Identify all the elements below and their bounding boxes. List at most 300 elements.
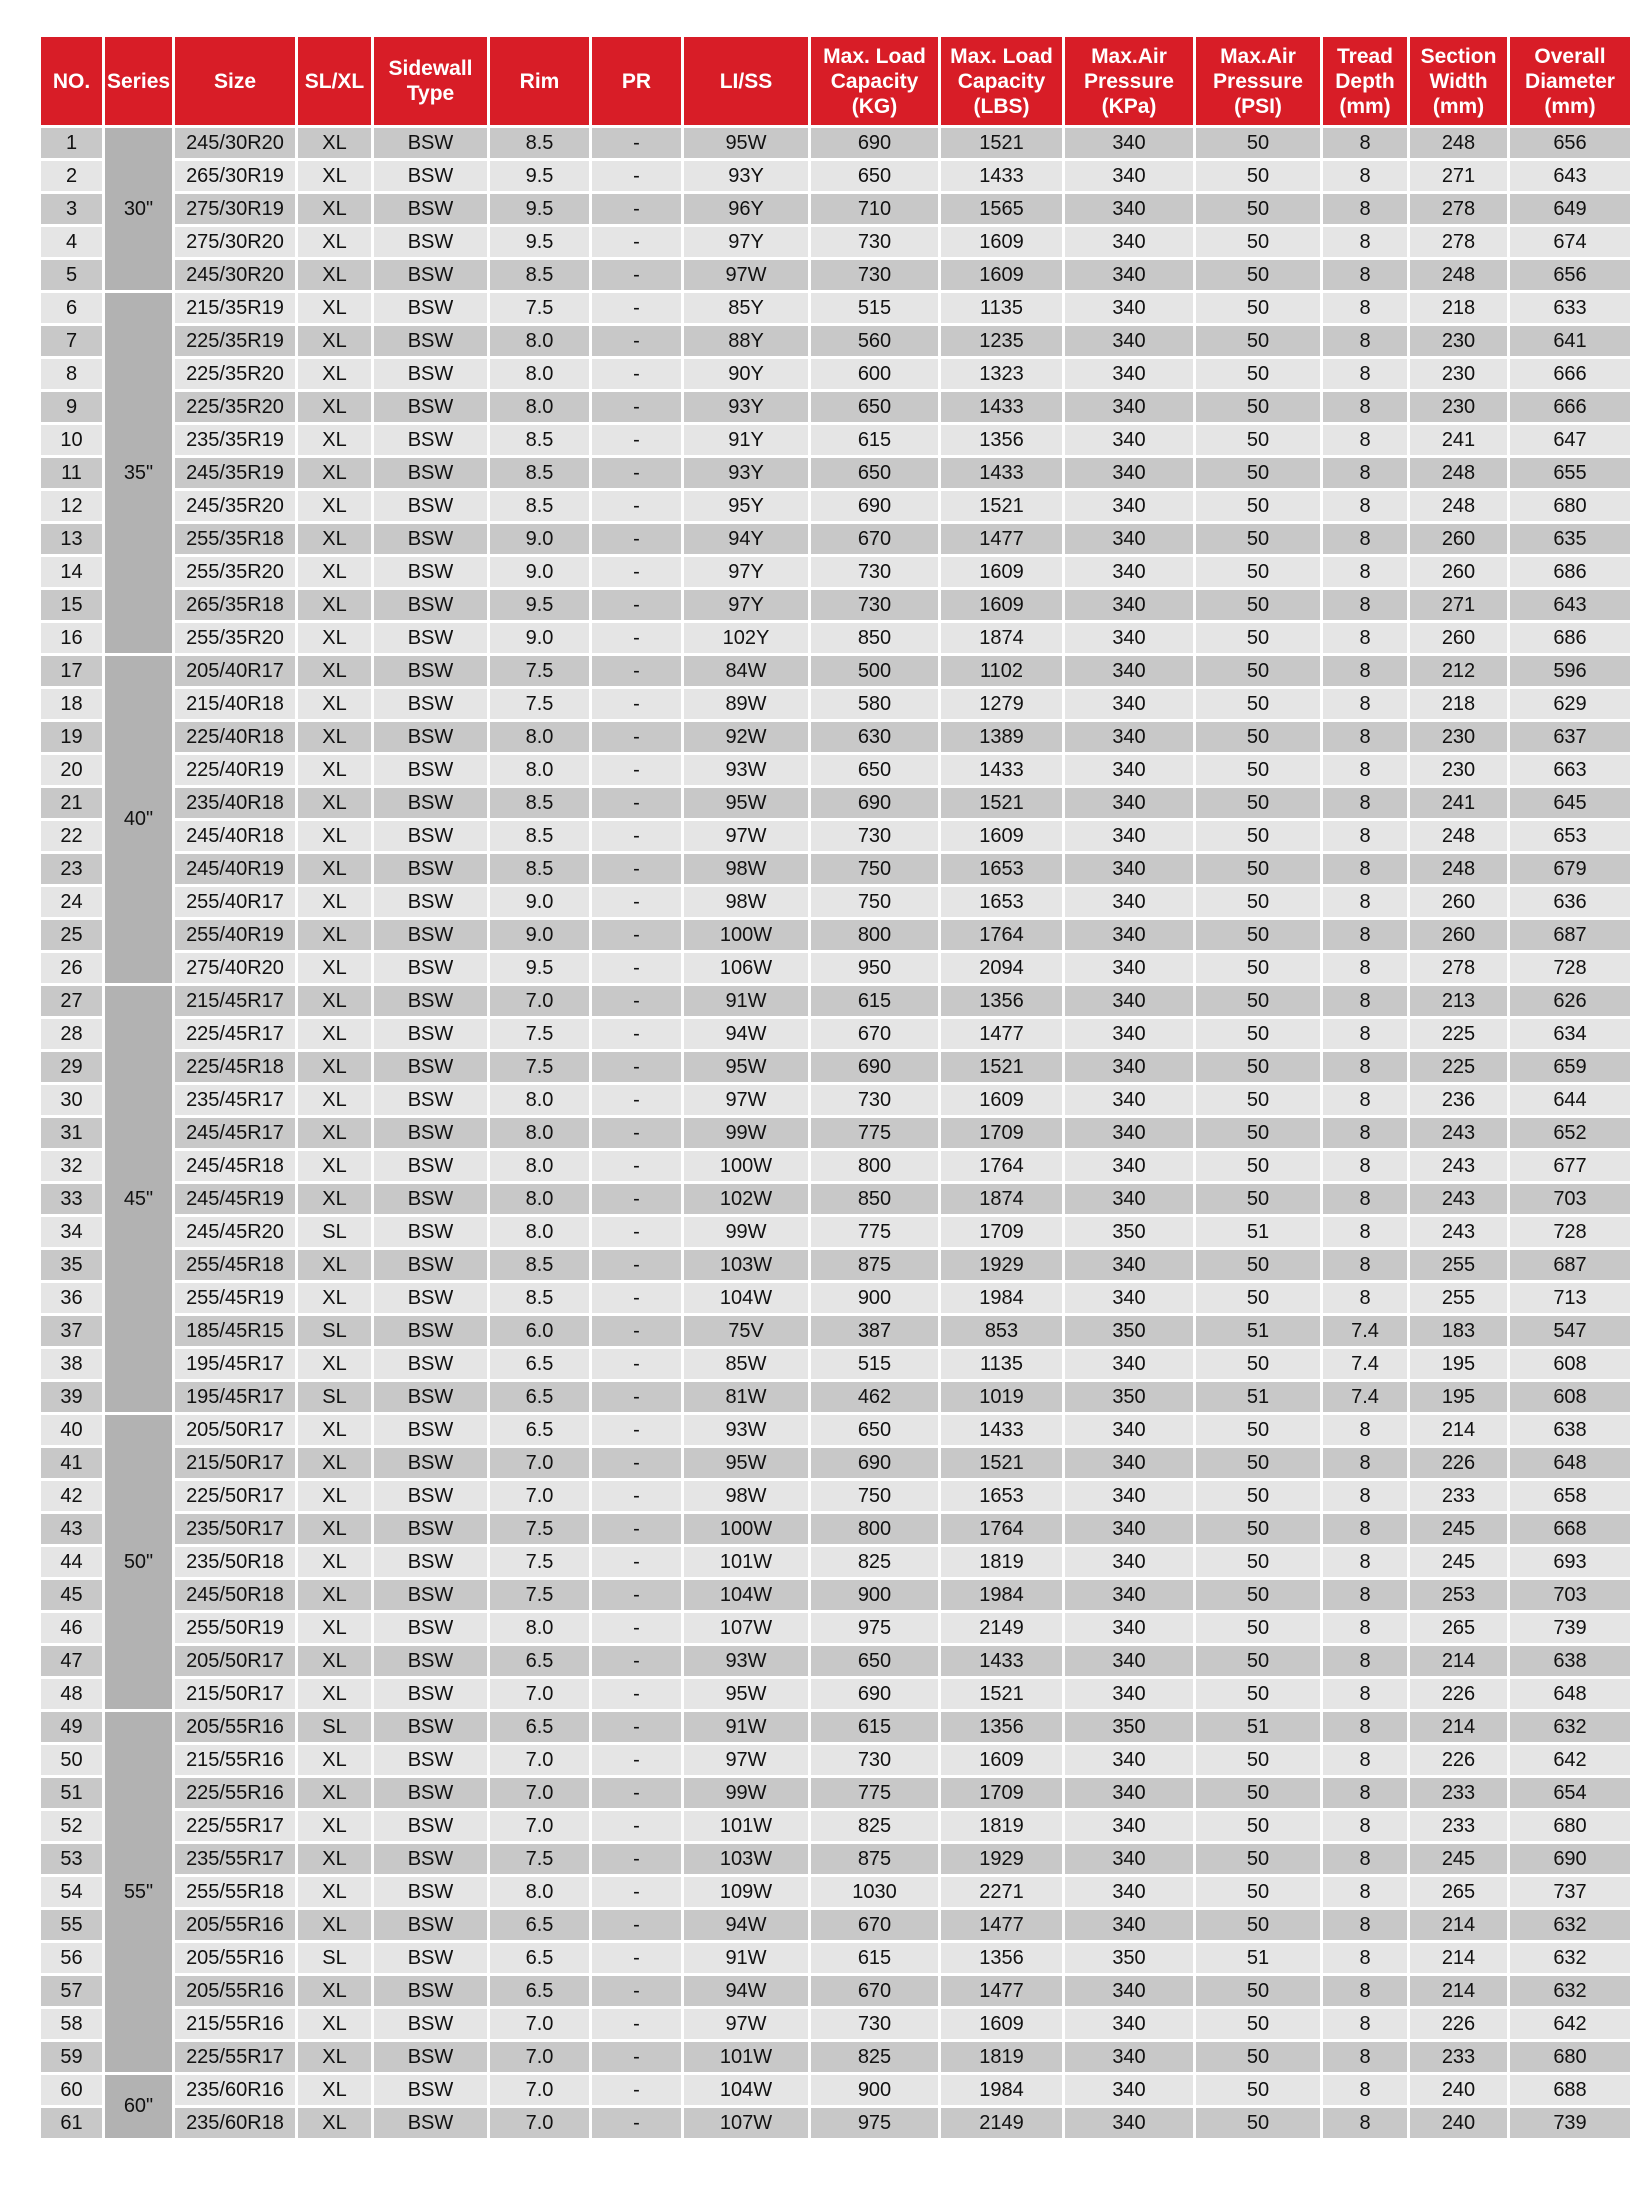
cell-max-pressure-kpa: 340 (1065, 689, 1193, 719)
cell-max-pressure-kpa: 340 (1065, 1481, 1193, 1511)
cell-li-ss: 93W (684, 1646, 808, 1676)
cell-sidewall-type: BSW (374, 1283, 487, 1313)
cell-rim: 7.5 (490, 1019, 589, 1049)
cell-size: 255/35R20 (175, 623, 295, 653)
cell-rim: 9.0 (490, 557, 589, 587)
cell-section-width: 226 (1410, 1448, 1507, 1478)
cell-no: 4 (41, 227, 102, 257)
cell-section-width: 260 (1410, 887, 1507, 917)
cell-max-load-lbs: 1521 (941, 1448, 1062, 1478)
cell-rim: 7.0 (490, 986, 589, 1016)
cell-li-ss: 95W (684, 788, 808, 818)
cell-max-load-kg: 750 (811, 1481, 938, 1511)
cell-max-pressure-kpa: 340 (1065, 1019, 1193, 1049)
cell-max-load-kg: 775 (811, 1217, 938, 1247)
cell-size: 245/45R20 (175, 1217, 295, 1247)
cell-section-width: 212 (1410, 656, 1507, 686)
cell-sidewall-type: BSW (374, 623, 487, 653)
cell-li-ss: 95Y (684, 491, 808, 521)
cell-max-load-lbs: 853 (941, 1316, 1062, 1346)
cell-max-pressure-kpa: 340 (1065, 656, 1193, 686)
cell-sl-xl: XL (298, 623, 371, 653)
cell-section-width: 230 (1410, 722, 1507, 752)
cell-tread-depth: 8 (1323, 2009, 1407, 2039)
cell-size: 225/55R16 (175, 1778, 295, 1808)
cell-li-ss: 100W (684, 1151, 808, 1181)
cell-rim: 7.5 (490, 1547, 589, 1577)
cell-max-load-lbs: 1521 (941, 491, 1062, 521)
cell-max-pressure-kpa: 340 (1065, 1646, 1193, 1676)
cell-sl-xl: XL (298, 1811, 371, 1841)
cell-overall-diameter: 654 (1510, 1778, 1630, 1808)
cell-tread-depth: 8 (1323, 1481, 1407, 1511)
cell-rim: 8.5 (490, 821, 589, 851)
cell-max-load-lbs: 1653 (941, 1481, 1062, 1511)
cell-li-ss: 96Y (684, 194, 808, 224)
cell-no: 37 (41, 1316, 102, 1346)
cell-tread-depth: 8 (1323, 392, 1407, 422)
cell-tread-depth: 8 (1323, 656, 1407, 686)
cell-pr: - (592, 623, 681, 653)
cell-overall-diameter: 635 (1510, 524, 1630, 554)
cell-rim: 8.0 (490, 359, 589, 389)
cell-max-load-lbs: 1874 (941, 1184, 1062, 1214)
cell-max-pressure-psi: 50 (1196, 854, 1320, 884)
cell-tread-depth: 8 (1323, 1613, 1407, 1643)
cell-max-load-kg: 580 (811, 689, 938, 719)
cell-section-width: 225 (1410, 1052, 1507, 1082)
table-row (41, 194, 1630, 224)
table-row (41, 1547, 1630, 1577)
cell-section-width: 213 (1410, 986, 1507, 1016)
cell-size: 205/50R17 (175, 1646, 295, 1676)
cell-li-ss: 97W (684, 2009, 808, 2039)
table-row (41, 1481, 1630, 1511)
cell-no: 8 (41, 359, 102, 389)
table-row (41, 1943, 1630, 1973)
cell-sl-xl: XL (298, 161, 371, 191)
cell-li-ss: 97Y (684, 590, 808, 620)
cell-pr: - (592, 1481, 681, 1511)
cell-rim: 8.5 (490, 425, 589, 455)
table-row (41, 854, 1630, 884)
cell-max-load-kg: 690 (811, 128, 938, 158)
cell-rim: 6.5 (490, 1712, 589, 1742)
cell-li-ss: 99W (684, 1778, 808, 1808)
cell-no: 38 (41, 1349, 102, 1379)
cell-max-load-lbs: 1819 (941, 1547, 1062, 1577)
cell-max-pressure-kpa: 340 (1065, 1085, 1193, 1115)
table-row (41, 1877, 1630, 1907)
table-row (41, 392, 1630, 422)
cell-pr: - (592, 524, 681, 554)
table-row (41, 1514, 1630, 1544)
cell-section-width: 248 (1410, 854, 1507, 884)
cell-max-load-lbs: 1389 (941, 722, 1062, 752)
header-tread-depth: Tread Depth (mm) (1323, 37, 1407, 125)
cell-max-load-kg: 800 (811, 1151, 938, 1181)
cell-sl-xl: XL (298, 194, 371, 224)
cell-pr: - (592, 788, 681, 818)
cell-pr: - (592, 1514, 681, 1544)
cell-max-load-lbs: 1433 (941, 458, 1062, 488)
cell-sl-xl: XL (298, 590, 371, 620)
cell-no: 34 (41, 1217, 102, 1247)
cell-max-load-kg: 730 (811, 260, 938, 290)
cell-sl-xl: XL (298, 1349, 371, 1379)
cell-li-ss: 102Y (684, 623, 808, 653)
cell-rim: 7.5 (490, 1514, 589, 1544)
cell-size: 265/30R19 (175, 161, 295, 191)
cell-rim: 9.0 (490, 524, 589, 554)
cell-sidewall-type: BSW (374, 722, 487, 752)
cell-li-ss: 104W (684, 2075, 808, 2105)
table-row (41, 1118, 1630, 1148)
cell-pr: - (592, 1646, 681, 1676)
cell-max-load-kg: 690 (811, 788, 938, 818)
cell-max-load-lbs: 1521 (941, 1679, 1062, 1709)
cell-max-load-kg: 387 (811, 1316, 938, 1346)
cell-max-pressure-psi: 50 (1196, 1184, 1320, 1214)
cell-max-pressure-psi: 50 (1196, 755, 1320, 785)
cell-max-load-kg: 670 (811, 1976, 938, 2006)
cell-sidewall-type: BSW (374, 1019, 487, 1049)
cell-max-pressure-psi: 50 (1196, 821, 1320, 851)
cell-max-pressure-kpa: 340 (1065, 590, 1193, 620)
cell-tread-depth: 8 (1323, 2042, 1407, 2072)
cell-max-load-kg: 560 (811, 326, 938, 356)
cell-tread-depth: 8 (1323, 887, 1407, 917)
cell-sidewall-type: BSW (374, 1052, 487, 1082)
cell-no: 7 (41, 326, 102, 356)
cell-max-pressure-kpa: 340 (1065, 1448, 1193, 1478)
cell-max-pressure-kpa: 340 (1065, 920, 1193, 950)
cell-tread-depth: 8 (1323, 2108, 1407, 2138)
cell-sl-xl: XL (298, 689, 371, 719)
cell-sl-xl: XL (298, 1085, 371, 1115)
cell-max-load-kg: 615 (811, 1712, 938, 1742)
cell-tread-depth: 8 (1323, 128, 1407, 158)
header-row (41, 37, 1630, 125)
cell-max-pressure-psi: 50 (1196, 2009, 1320, 2039)
cell-max-pressure-psi: 50 (1196, 986, 1320, 1016)
cell-max-load-lbs: 1709 (941, 1217, 1062, 1247)
cell-overall-diameter: 596 (1510, 656, 1630, 686)
cell-li-ss: 92W (684, 722, 808, 752)
cell-size: 205/40R17 (175, 656, 295, 686)
header-li-ss: LI/SS (684, 37, 808, 125)
tire-spec-table-container (41, 37, 1615, 2141)
cell-overall-diameter: 680 (1510, 1811, 1630, 1841)
cell-rim: 8.0 (490, 1118, 589, 1148)
cell-rim: 8.5 (490, 1250, 589, 1280)
cell-overall-diameter: 632 (1510, 1712, 1630, 1742)
cell-max-pressure-kpa: 340 (1065, 293, 1193, 323)
cell-tread-depth: 8 (1323, 953, 1407, 983)
cell-li-ss: 95W (684, 1052, 808, 1082)
cell-tread-depth: 8 (1323, 1415, 1407, 1445)
cell-sidewall-type: BSW (374, 986, 487, 1016)
cell-max-load-lbs: 1764 (941, 920, 1062, 950)
cell-section-width: 248 (1410, 458, 1507, 488)
cell-max-pressure-kpa: 340 (1065, 326, 1193, 356)
cell-tread-depth: 8 (1323, 1910, 1407, 1940)
cell-li-ss: 98W (684, 854, 808, 884)
cell-li-ss: 75V (684, 1316, 808, 1346)
cell-rim: 9.5 (490, 953, 589, 983)
cell-sl-xl: XL (298, 1481, 371, 1511)
cell-max-pressure-psi: 50 (1196, 1349, 1320, 1379)
cell-sidewall-type: BSW (374, 260, 487, 290)
cell-max-pressure-kpa: 340 (1065, 1283, 1193, 1313)
cell-sidewall-type: BSW (374, 689, 487, 719)
cell-section-width: 233 (1410, 1481, 1507, 1511)
cell-max-pressure-psi: 51 (1196, 1943, 1320, 1973)
cell-section-width: 236 (1410, 1085, 1507, 1115)
cell-section-width: 260 (1410, 623, 1507, 653)
cell-sidewall-type: BSW (374, 920, 487, 950)
cell-sidewall-type: BSW (374, 755, 487, 785)
cell-tread-depth: 8 (1323, 1250, 1407, 1280)
cell-max-load-kg: 650 (811, 755, 938, 785)
cell-sidewall-type: BSW (374, 1184, 487, 1214)
cell-max-load-kg: 710 (811, 194, 938, 224)
cell-overall-diameter: 663 (1510, 755, 1630, 785)
cell-max-pressure-kpa: 340 (1065, 1349, 1193, 1379)
cell-section-width: 233 (1410, 2042, 1507, 2072)
cell-max-load-kg: 690 (811, 1448, 938, 1478)
cell-section-width: 243 (1410, 1217, 1507, 1247)
cell-no: 9 (41, 392, 102, 422)
cell-max-load-lbs: 1521 (941, 788, 1062, 818)
cell-pr: - (592, 557, 681, 587)
table-row (41, 1844, 1630, 1874)
cell-sidewall-type: BSW (374, 788, 487, 818)
cell-max-pressure-psi: 50 (1196, 590, 1320, 620)
header-section-width: Section Width (mm) (1410, 37, 1507, 125)
table-row (41, 1745, 1630, 1775)
cell-no: 10 (41, 425, 102, 455)
cell-rim: 7.0 (490, 1778, 589, 1808)
cell-tread-depth: 8 (1323, 986, 1407, 1016)
cell-section-width: 240 (1410, 2075, 1507, 2105)
cell-size: 225/45R17 (175, 1019, 295, 1049)
cell-max-load-lbs: 1874 (941, 623, 1062, 653)
cell-li-ss: 93W (684, 1415, 808, 1445)
cell-sidewall-type: BSW (374, 425, 487, 455)
cell-overall-diameter: 703 (1510, 1184, 1630, 1214)
table-row (41, 128, 1630, 158)
cell-sidewall-type: BSW (374, 161, 487, 191)
cell-pr: - (592, 293, 681, 323)
cell-sl-xl: SL (298, 1217, 371, 1247)
cell-sl-xl: XL (298, 326, 371, 356)
cell-li-ss: 97W (684, 1745, 808, 1775)
cell-max-pressure-kpa: 340 (1065, 986, 1193, 1016)
cell-max-load-lbs: 1819 (941, 1811, 1062, 1841)
cell-overall-diameter: 713 (1510, 1283, 1630, 1313)
cell-max-load-kg: 775 (811, 1778, 938, 1808)
cell-overall-diameter: 690 (1510, 1844, 1630, 1874)
cell-overall-diameter: 636 (1510, 887, 1630, 917)
cell-tread-depth: 8 (1323, 689, 1407, 719)
cell-no: 41 (41, 1448, 102, 1478)
cell-overall-diameter: 659 (1510, 1052, 1630, 1082)
cell-rim: 8.0 (490, 722, 589, 752)
cell-overall-diameter: 652 (1510, 1118, 1630, 1148)
table-row (41, 821, 1630, 851)
cell-sl-xl: XL (298, 986, 371, 1016)
cell-max-pressure-psi: 51 (1196, 1217, 1320, 1247)
cell-li-ss: 94W (684, 1910, 808, 1940)
cell-max-load-lbs: 1019 (941, 1382, 1062, 1412)
cell-overall-diameter: 666 (1510, 392, 1630, 422)
cell-max-pressure-kpa: 340 (1065, 1514, 1193, 1544)
cell-sidewall-type: BSW (374, 392, 487, 422)
cell-section-width: 260 (1410, 920, 1507, 950)
cell-overall-diameter: 608 (1510, 1382, 1630, 1412)
cell-tread-depth: 8 (1323, 1547, 1407, 1577)
cell-max-load-kg: 600 (811, 359, 938, 389)
cell-sl-xl: XL (298, 1547, 371, 1577)
cell-max-pressure-psi: 50 (1196, 953, 1320, 983)
cell-max-load-lbs: 1433 (941, 1646, 1062, 1676)
cell-no: 55 (41, 1910, 102, 1940)
header-max-load-lbs: Max. Load Capacity (LBS) (941, 37, 1062, 125)
cell-no: 49 (41, 1712, 102, 1742)
cell-max-load-lbs: 1984 (941, 2075, 1062, 2105)
cell-tread-depth: 8 (1323, 623, 1407, 653)
cell-size: 225/55R17 (175, 1811, 295, 1841)
cell-li-ss: 107W (684, 2108, 808, 2138)
cell-max-load-lbs: 1433 (941, 161, 1062, 191)
cell-li-ss: 91W (684, 986, 808, 1016)
cell-tread-depth: 8 (1323, 1646, 1407, 1676)
cell-li-ss: 101W (684, 1811, 808, 1841)
table-row (41, 1316, 1630, 1346)
header-overall-diameter: Overall Diameter (mm) (1510, 37, 1630, 125)
cell-rim: 7.0 (490, 1679, 589, 1709)
table-row (41, 986, 1630, 1016)
cell-max-load-lbs: 1102 (941, 656, 1062, 686)
cell-li-ss: 97Y (684, 557, 808, 587)
cell-rim: 8.0 (490, 1877, 589, 1907)
cell-size: 225/45R18 (175, 1052, 295, 1082)
cell-pr: - (592, 2108, 681, 2138)
cell-no: 2 (41, 161, 102, 191)
cell-sl-xl: XL (298, 1283, 371, 1313)
cell-max-pressure-psi: 50 (1196, 1745, 1320, 1775)
table-row (41, 458, 1630, 488)
cell-size: 275/30R20 (175, 227, 295, 257)
cell-max-pressure-kpa: 340 (1065, 821, 1193, 851)
cell-sidewall-type: BSW (374, 2075, 487, 2105)
cell-no: 11 (41, 458, 102, 488)
cell-max-pressure-kpa: 340 (1065, 491, 1193, 521)
cell-tread-depth: 8 (1323, 1811, 1407, 1841)
cell-max-load-lbs: 1356 (941, 986, 1062, 1016)
cell-pr: - (592, 491, 681, 521)
cell-max-pressure-psi: 50 (1196, 2042, 1320, 2072)
cell-rim: 8.5 (490, 1283, 589, 1313)
cell-size: 205/50R17 (175, 1415, 295, 1445)
cell-max-load-kg: 730 (811, 1085, 938, 1115)
cell-li-ss: 107W (684, 1613, 808, 1643)
cell-overall-diameter: 656 (1510, 260, 1630, 290)
cell-no: 52 (41, 1811, 102, 1841)
cell-li-ss: 85W (684, 1349, 808, 1379)
cell-pr: - (592, 1910, 681, 1940)
cell-section-width: 230 (1410, 359, 1507, 389)
cell-no: 57 (41, 1976, 102, 2006)
cell-max-pressure-kpa: 340 (1065, 953, 1193, 983)
cell-section-width: 230 (1410, 755, 1507, 785)
cell-section-width: 245 (1410, 1844, 1507, 1874)
table-row (41, 1250, 1630, 1280)
cell-size: 225/40R19 (175, 755, 295, 785)
cell-overall-diameter: 642 (1510, 2009, 1630, 2039)
cell-max-load-lbs: 2149 (941, 2108, 1062, 2138)
cell-size: 265/35R18 (175, 590, 295, 620)
cell-size: 255/40R17 (175, 887, 295, 917)
table-row (41, 788, 1630, 818)
cell-max-load-kg: 630 (811, 722, 938, 752)
cell-max-pressure-psi: 50 (1196, 326, 1320, 356)
cell-rim: 8.5 (490, 128, 589, 158)
cell-size: 215/50R17 (175, 1448, 295, 1478)
cell-sidewall-type: BSW (374, 1448, 487, 1478)
cell-li-ss: 97W (684, 260, 808, 290)
cell-overall-diameter: 648 (1510, 1679, 1630, 1709)
cell-max-pressure-psi: 50 (1196, 1283, 1320, 1313)
cell-rim: 8.0 (490, 1217, 589, 1247)
table-row (41, 1283, 1630, 1313)
table-header (41, 37, 1630, 125)
cell-max-pressure-psi: 50 (1196, 1646, 1320, 1676)
cell-pr: - (592, 1844, 681, 1874)
cell-li-ss: 102W (684, 1184, 808, 1214)
cell-overall-diameter: 680 (1510, 2042, 1630, 2072)
cell-pr: - (592, 821, 681, 851)
cell-tread-depth: 8 (1323, 1877, 1407, 1907)
cell-tread-depth: 8 (1323, 590, 1407, 620)
cell-max-load-lbs: 1984 (941, 1283, 1062, 1313)
cell-section-width: 230 (1410, 326, 1507, 356)
cell-max-pressure-psi: 50 (1196, 1019, 1320, 1049)
cell-max-load-lbs: 2094 (941, 953, 1062, 983)
table-row (41, 656, 1630, 686)
cell-max-pressure-kpa: 340 (1065, 392, 1193, 422)
cell-max-load-lbs: 1819 (941, 2042, 1062, 2072)
cell-max-load-lbs: 2149 (941, 1613, 1062, 1643)
cell-sl-xl: XL (298, 1151, 371, 1181)
cell-rim: 8.0 (490, 326, 589, 356)
cell-tread-depth: 8 (1323, 161, 1407, 191)
cell-sidewall-type: BSW (374, 1382, 487, 1412)
cell-pr: - (592, 1316, 681, 1346)
header-size: Size (175, 37, 295, 125)
cell-max-pressure-psi: 50 (1196, 1778, 1320, 1808)
table-row (41, 920, 1630, 950)
cell-max-load-kg: 462 (811, 1382, 938, 1412)
cell-max-load-kg: 650 (811, 161, 938, 191)
cell-size: 255/45R19 (175, 1283, 295, 1313)
cell-sidewall-type: BSW (374, 1877, 487, 1907)
cell-section-width: 214 (1410, 1943, 1507, 1973)
cell-max-pressure-psi: 50 (1196, 293, 1320, 323)
cell-pr: - (592, 854, 681, 884)
cell-rim: 8.5 (490, 458, 589, 488)
